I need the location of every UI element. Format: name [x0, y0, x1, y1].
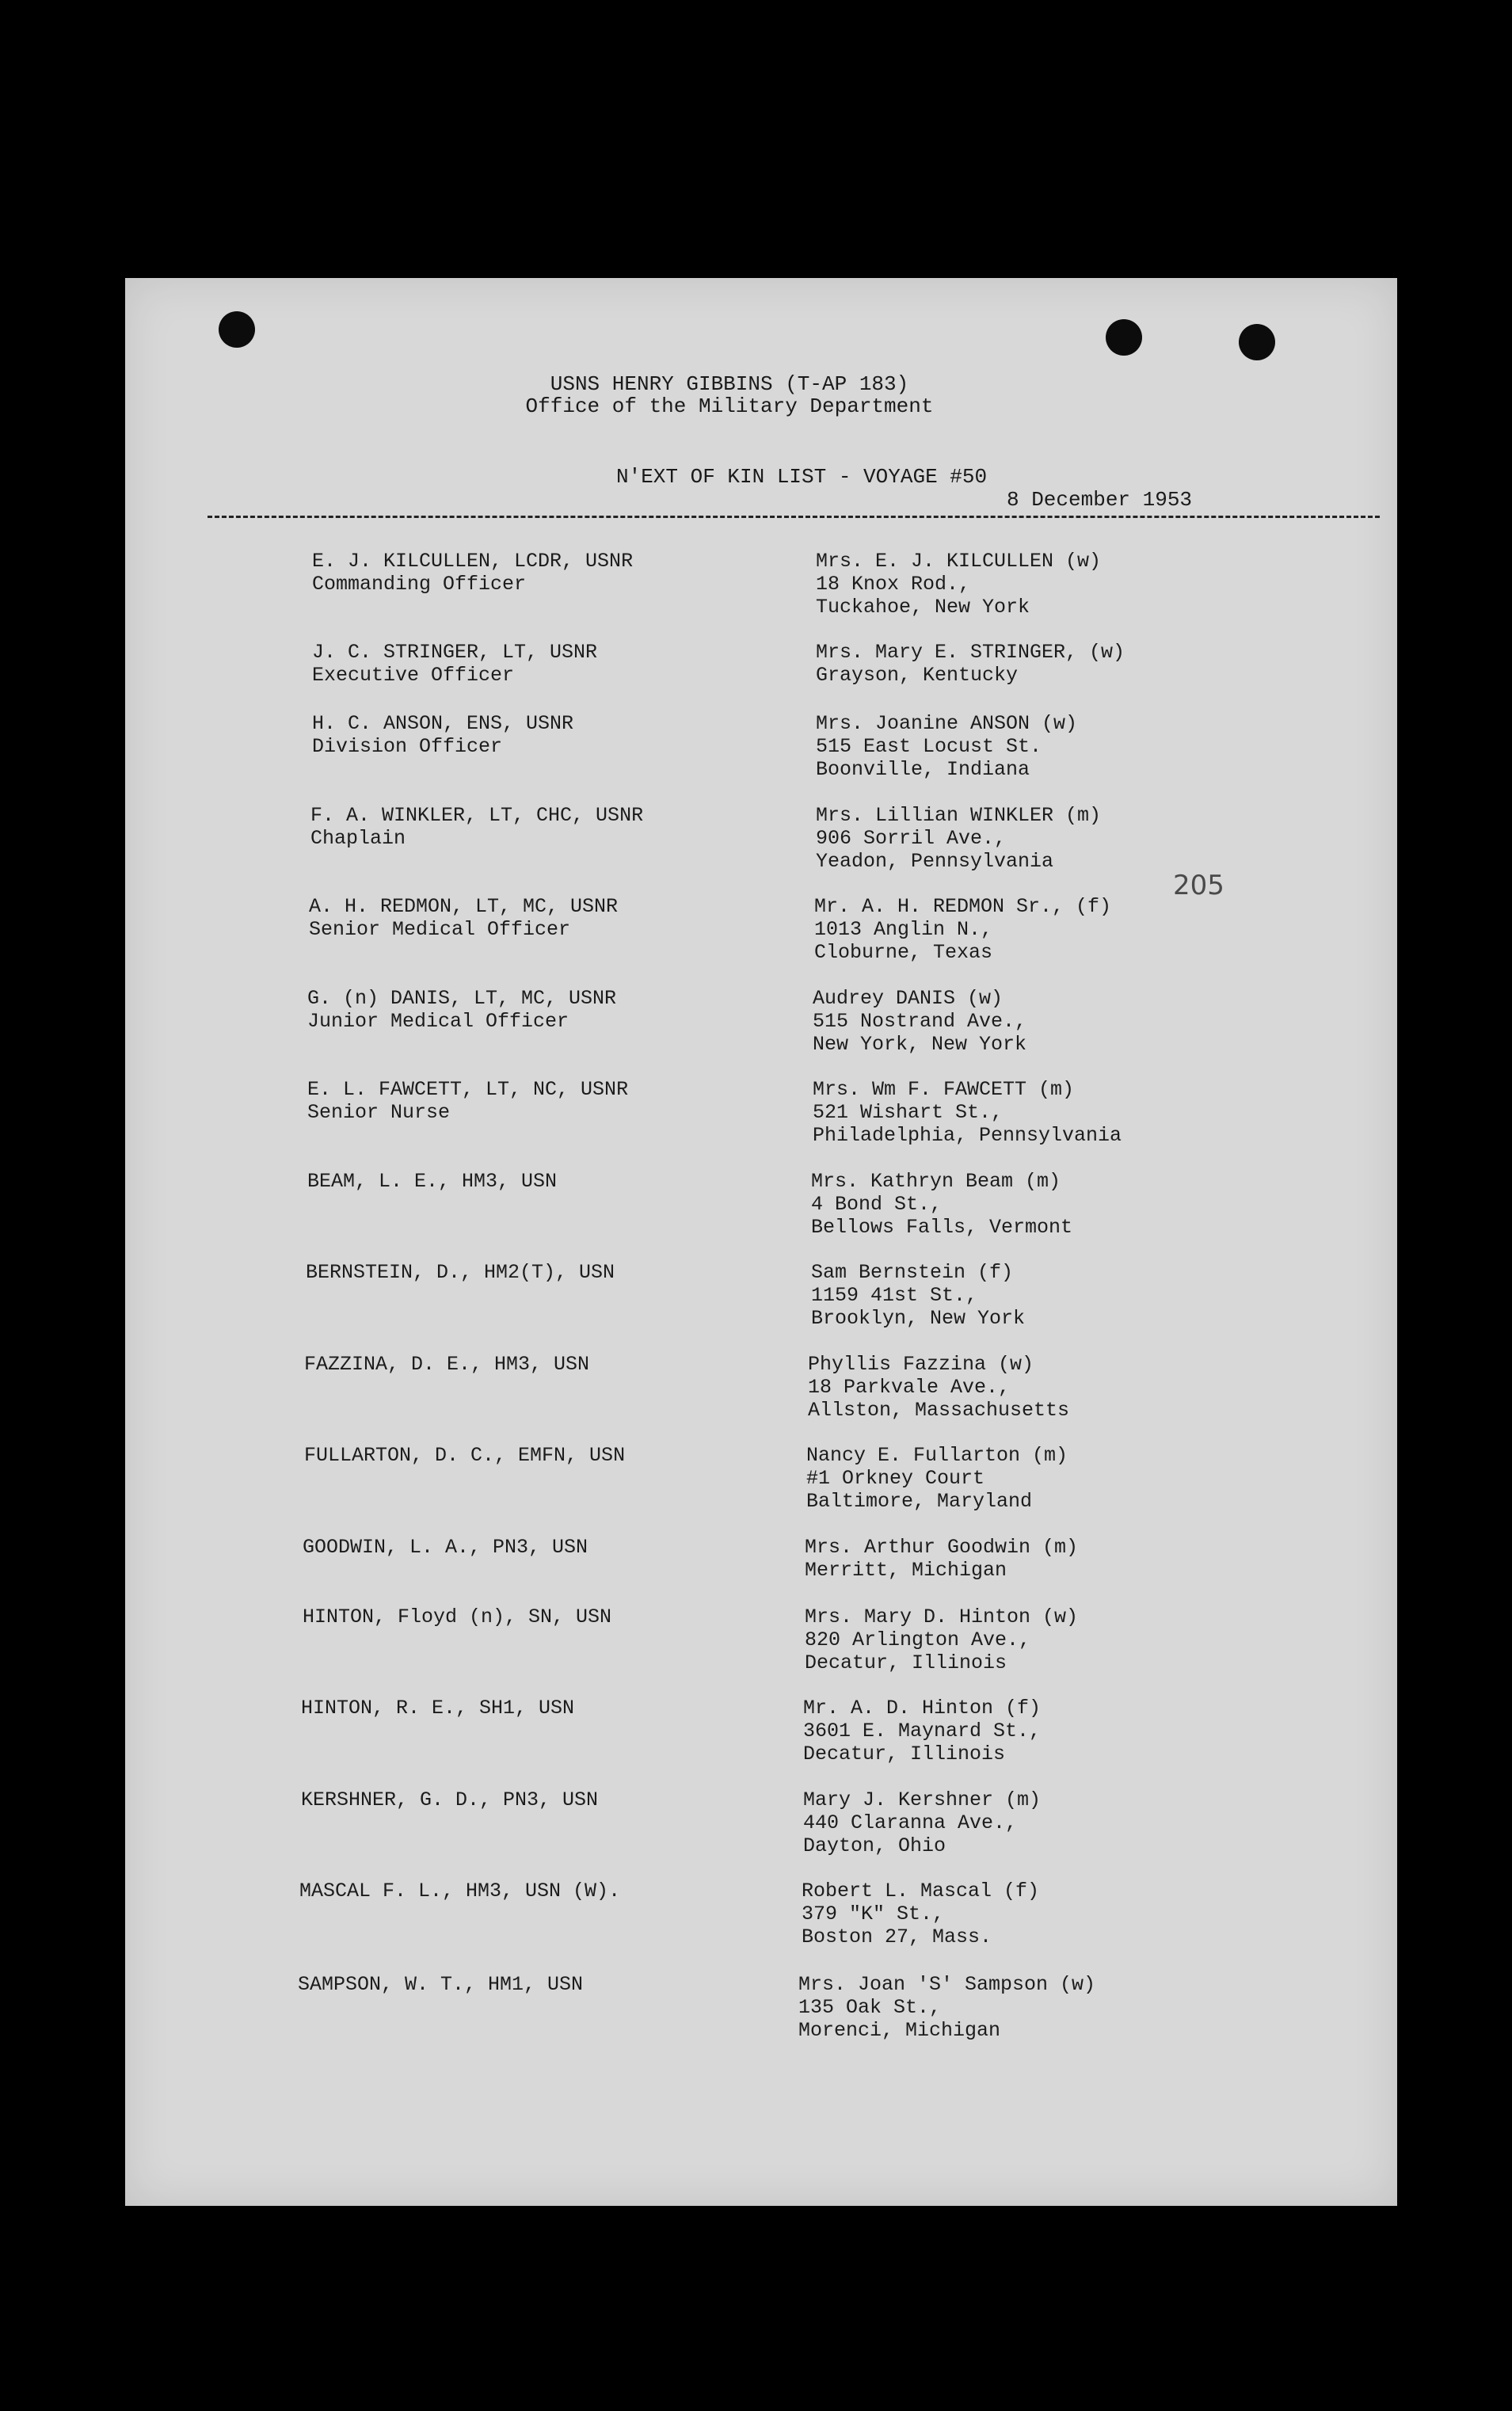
kin-name: Mr. A. D. Hinton (f): [803, 1697, 1042, 1720]
kin-address-line: 906 Sorril Ave.,: [816, 827, 1007, 850]
kin-name: Mrs. Lillian WINKLER (m): [816, 804, 1102, 827]
service-member: [309, 895, 618, 941]
kin-address-line: 379 "K" St.,: [802, 1903, 945, 1925]
kin-address-line: Bellows Falls, Vermont: [811, 1216, 1073, 1239]
list-entry: [125, 641, 1397, 712]
list-entry: [125, 1880, 1397, 1951]
punch-hole-left: [219, 311, 255, 348]
member-name-rank: H. C. ANSON, ENS, USNR: [312, 712, 574, 735]
kin-address-line: Grayson, Kentucky: [816, 664, 1019, 687]
member-position: Commanding Officer: [312, 573, 527, 596]
department-name: Office of the Military Department: [525, 394, 934, 418]
list-entry: [125, 895, 1397, 966]
service-member: [312, 550, 633, 596]
kin-address-line: Allston, Massachusetts: [808, 1399, 1070, 1422]
member-name-rank: HINTON, R. E., SH1, USN: [301, 1697, 575, 1720]
kin-address-line: Baltimore, Maryland: [806, 1490, 1033, 1513]
next-of-kin: [814, 895, 1111, 964]
member-name-rank: MASCAL F. L., HM3, USN (W).: [299, 1880, 621, 1903]
service-member: [303, 1605, 611, 1628]
list-entry: [125, 550, 1397, 621]
member-name-rank: SAMPSON, W. T., HM1, USN: [298, 1973, 584, 1996]
next-of-kin: [816, 712, 1077, 781]
kin-address-line: 135 Oak St.,: [798, 1996, 942, 2019]
service-member: [304, 1444, 625, 1467]
member-name-rank: E. J. KILCULLEN, LCDR, USNR: [312, 550, 634, 573]
kin-name: Mary J. Kershner (m): [803, 1788, 1042, 1811]
next-of-kin: [805, 1536, 1078, 1582]
kin-address-line: 515 East Locust St.: [816, 735, 1042, 758]
next-of-kin: [813, 987, 1026, 1056]
member-position: Executive Officer: [312, 664, 515, 687]
kin-name: Audrey DANIS (w): [813, 987, 1004, 1010]
kin-address-line: 440 Claranna Ave.,: [803, 1811, 1018, 1834]
ship-name: USNS HENRY GIBBINS (T-AP 183): [550, 372, 909, 396]
service-member: [307, 987, 616, 1033]
page-number: 205: [1173, 870, 1224, 901]
kin-address-line: 820 Arlington Ave.,: [805, 1628, 1031, 1651]
kin-address-line: Tuckahoe, New York: [816, 596, 1030, 619]
next-of-kin: [803, 1697, 1041, 1765]
service-member: [312, 641, 597, 687]
kin-address-line: 18 Knox Rod.,: [816, 573, 971, 596]
member-name-rank: HINTON, Floyd (n), SN, USN: [303, 1605, 612, 1628]
service-member: [301, 1697, 574, 1720]
service-member: [299, 1880, 620, 1903]
list-entry: [125, 1078, 1397, 1149]
list-entry: [125, 712, 1397, 783]
next-of-kin: [805, 1605, 1078, 1674]
kin-address-line: Morenci, Michigan: [798, 2019, 1001, 2042]
kin-name: Mrs. Joanine ANSON (w): [816, 712, 1078, 735]
member-name-rank: FAZZINA, D. E., HM3, USN: [304, 1353, 590, 1376]
kin-address-line: Yeadon, Pennsylvania: [816, 850, 1054, 873]
list-entry: [125, 1697, 1397, 1768]
kin-name: Mrs. Wm F. FAWCETT (m): [813, 1078, 1075, 1101]
kin-name: Mr. A. H. REDMON Sr., (f): [814, 895, 1112, 918]
next-of-kin: [811, 1261, 1025, 1330]
kin-address-line: Cloburne, Texas: [814, 941, 993, 964]
kin-name: Sam Bernstein (f): [811, 1261, 1014, 1284]
service-member: [301, 1788, 598, 1811]
service-member: [310, 804, 643, 850]
kin-name: Mrs. Mary D. Hinton (w): [805, 1605, 1079, 1628]
list-entry: [125, 1536, 1397, 1607]
kin-address-line: 521 Wishart St.,: [813, 1101, 1004, 1124]
member-position: Junior Medical Officer: [307, 1010, 569, 1033]
list-entry: [125, 1788, 1397, 1860]
kin-name: Mrs. Joan 'S' Sampson (w): [798, 1973, 1096, 1996]
member-position: Chaplain: [310, 827, 406, 850]
kin-name: Mrs. E. J. KILCULLEN (w): [816, 550, 1102, 573]
kin-address-line: Decatur, Illinois: [803, 1743, 1006, 1765]
next-of-kin: [798, 1973, 1095, 2042]
member-name-rank: BEAM, L. E., HM3, USN: [307, 1170, 558, 1193]
member-name-rank: E. L. FAWCETT, LT, NC, USNR: [307, 1078, 629, 1101]
service-member: [307, 1078, 628, 1124]
next-of-kin: [816, 550, 1101, 619]
member-name-rank: F. A. WINKLER, LT, CHC, USNR: [310, 804, 644, 827]
next-of-kin: [808, 1353, 1069, 1422]
list-entry: [125, 987, 1397, 1058]
next-of-kin: [806, 1444, 1068, 1513]
member-name-rank: J. C. STRINGER, LT, USNR: [312, 641, 598, 664]
kin-address-line: Merritt, Michigan: [805, 1559, 1007, 1582]
service-member: [303, 1536, 588, 1559]
service-member: [307, 1170, 557, 1193]
kin-address-line: Brooklyn, New York: [811, 1307, 1026, 1330]
member-name-rank: GOODWIN, L. A., PN3, USN: [303, 1536, 588, 1559]
service-member: [298, 1973, 583, 1996]
kin-name: Robert L. Mascal (f): [802, 1880, 1040, 1903]
member-name-rank: G. (n) DANIS, LT, MC, USNR: [307, 987, 617, 1010]
service-member: [304, 1353, 589, 1376]
next-of-kin: [811, 1170, 1072, 1239]
list-entry: [125, 1973, 1397, 2044]
document-page: [125, 278, 1397, 2206]
list-entry: [125, 1261, 1397, 1332]
list-entry: [125, 804, 1397, 875]
member-position: Division Officer: [312, 735, 503, 758]
kin-address-line: 1013 Anglin N.,: [814, 918, 993, 941]
kin-name: Mrs. Kathryn Beam (m): [811, 1170, 1061, 1193]
list-title: N'EXT OF KIN LIST - VOYAGE #50: [616, 465, 988, 489]
member-position: Senior Nurse: [307, 1101, 451, 1124]
member-name-rank: A. H. REDMON, LT, MC, USNR: [309, 895, 619, 918]
kin-address-line: 3601 E. Maynard St.,: [803, 1720, 1042, 1743]
next-of-kin: [813, 1078, 1122, 1147]
kin-address-line: 18 Parkvale Ave.,: [808, 1376, 1011, 1399]
member-position: Senior Medical Officer: [309, 918, 571, 941]
kin-address-line: 4 Bond St.,: [811, 1193, 943, 1216]
kin-address-line: #1 Orkney Court: [806, 1467, 985, 1490]
list-date: 8 December 1953: [1007, 488, 1193, 512]
punch-hole-right-1: [1106, 319, 1142, 356]
service-member: [306, 1261, 615, 1284]
member-name-rank: KERSHNER, G. D., PN3, USN: [301, 1788, 599, 1811]
next-of-kin: [816, 641, 1125, 687]
punch-hole-right-2: [1239, 324, 1275, 360]
member-name-rank: FULLARTON, D. C., EMFN, USN: [304, 1444, 626, 1467]
list-entry: [125, 1444, 1397, 1515]
list-entry: [125, 1170, 1397, 1241]
kin-address-line: Boston 27, Mass.: [802, 1925, 992, 1948]
kin-address-line: Boonville, Indiana: [816, 758, 1030, 781]
next-of-kin: [816, 804, 1101, 873]
kin-address-line: 515 Nostrand Ave.,: [813, 1010, 1027, 1033]
kin-name: Nancy E. Fullarton (m): [806, 1444, 1068, 1467]
dashed-divider: [208, 516, 1380, 518]
kin-address-line: Decatur, Illinois: [805, 1651, 1007, 1674]
next-of-kin: [803, 1788, 1041, 1857]
kin-name: Mrs. Mary E. STRINGER, (w): [816, 641, 1125, 664]
list-entry: [125, 1605, 1397, 1677]
kin-address-line: Dayton, Ohio: [803, 1834, 946, 1857]
list-entry: [125, 1353, 1397, 1424]
kin-name: Phyllis Fazzina (w): [808, 1353, 1034, 1376]
kin-address-line: 1159 41st St.,: [811, 1284, 978, 1307]
next-of-kin: [802, 1880, 1039, 1948]
service-member: [312, 712, 573, 758]
kin-name: Mrs. Arthur Goodwin (m): [805, 1536, 1079, 1559]
member-name-rank: BERNSTEIN, D., HM2(T), USN: [306, 1261, 615, 1284]
kin-address-line: New York, New York: [813, 1033, 1027, 1056]
kin-address-line: Philadelphia, Pennsylvania: [813, 1124, 1122, 1147]
